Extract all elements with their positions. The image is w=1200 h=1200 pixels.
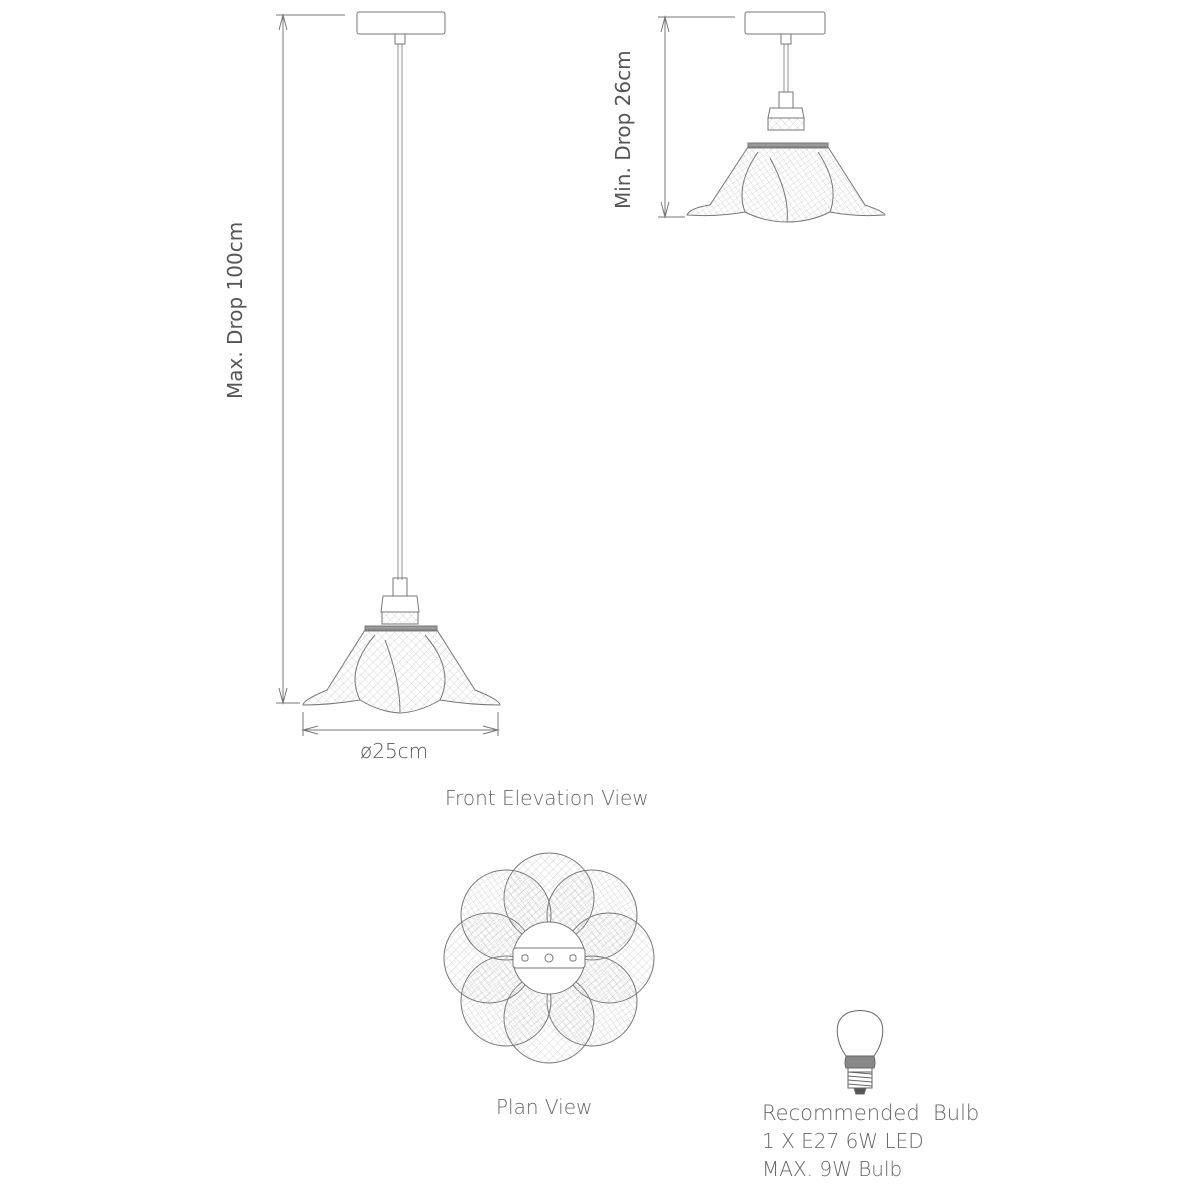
diameter-label: ø25cm [360,739,429,763]
ceiling-canopy-min [745,12,825,34]
max-drop-label: Max. Drop 100cm [223,221,247,399]
pendant-shade [303,630,500,713]
front-elevation-drawing [276,12,500,736]
plan-view-label: Plan View [496,1095,593,1119]
cable [398,44,402,580]
lamp-holder [381,596,419,612]
min-drop-label: Min. Drop 26cm [611,50,635,209]
light-bulb-icon [837,1011,883,1095]
bulb-spec-line1: 1 X E27 6W LED [762,1129,924,1153]
pendant-shade-min [687,147,885,222]
recommended-bulb-title: Recommended Bulb [762,1101,980,1125]
min-drop-drawing [658,12,885,222]
front-elevation-view-label: Front Elevation View [445,786,649,810]
bulb-spec-line2: MAX. 9W Bulb [762,1157,903,1181]
plan-view-drawing [444,853,654,1063]
ceiling-canopy [357,12,445,34]
